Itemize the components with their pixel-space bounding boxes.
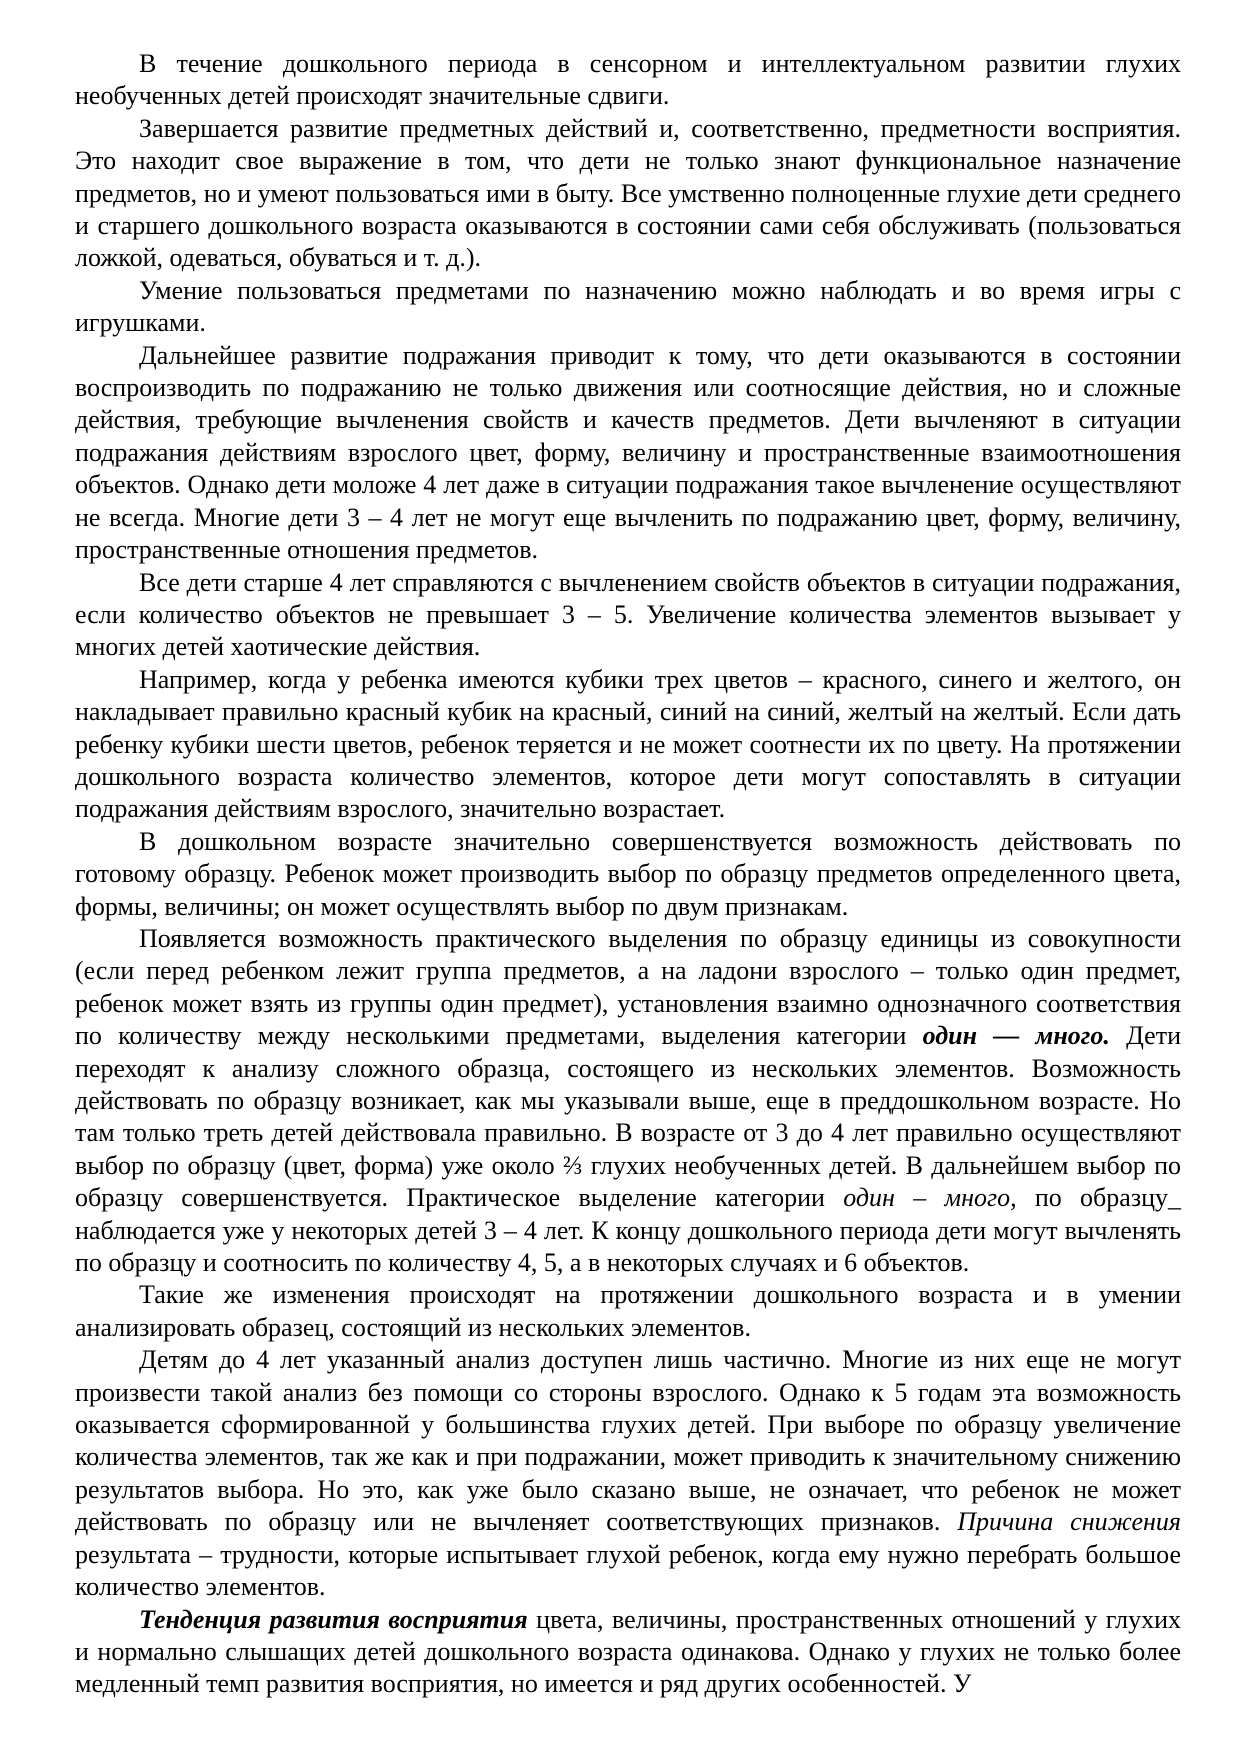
text-run: Такие же изменения происходят на протяжении дошкольного возраста и в умении анализировать образец, состоящий из нескольких элементов.: [75, 1280, 1181, 1342]
text-run: В течение дошкольного периода в сенсорном и интеллектуальном развитии глухих необученных детей происходят значительные сдвиги.: [75, 49, 1181, 111]
paragraph: [75, 1604, 1181, 1701]
paragraph: [75, 340, 1181, 567]
text-run: Дети переходят к анализу сложного образца, состоящего из нескольких элементов. Возможность действовать по образцу возникает, как мы указывали выше, еще в преддошкольном возрасте. Но там только треть детей действовала правильно. В возрасте от 3 до 4 лет правильно осуществляют выбор по образцу (цвет, форма) уже около ⅔ глухих необученных детей. В дальнейшем выбор по образцу совершенствуется. Практическое выделение категории: [75, 1021, 1181, 1213]
paragraph: [75, 923, 1181, 1279]
text-run: Завершается развитие предметных действий и, соответственно, предметности восприятия. Это находит свое выражение в том, что дети не только знают функциональное назначение предметов, но и умеют пользоваться ими в быту. Все умственно полноценные глухие дети среднего и старшего дошкольного возраста оказываются в состоянии сами себя обслуживать (пользоваться ложкой, одеваться, обуваться и т. д.).: [75, 113, 1181, 273]
text-run: результата – трудности, которые испытывает глухой ребенок, когда ему нужно перебрать большое количество элементов.: [75, 1539, 1181, 1602]
paragraph: [75, 48, 1181, 113]
text-run: Все дети старше 4 лет справляются с вычленением свойств объектов в ситуации подражания, если количество объектов не превышает 3 – 5. Увеличение количества элементов вызывает у многих детей хаотические действия.: [75, 567, 1181, 662]
paragraph: [75, 664, 1181, 826]
paragraph: [75, 275, 1181, 340]
emphasis-run: один — много.: [922, 1021, 1110, 1051]
text-run: Умение пользоваться предметами по назначению можно наблюдать и во время игры с игрушками.: [75, 275, 1181, 338]
document-body: [75, 48, 1181, 1701]
emphasis-run: Тенденция развития восприятия: [139, 1604, 528, 1634]
text-run: Появляется возможность практического выделения по образцу единицы из совокупности (если перед ребенком лежит группа предметов, а на ладони взрослого – только один предмет, ребенок может взять из группы один предмет), установления взаимно однозначного соответствия по количеству между несколькими предметами, выделения категории: [75, 923, 1181, 1051]
paragraph: [75, 1344, 1181, 1603]
paragraph: [75, 826, 1181, 923]
text-run: цвета, величины, пространственных отношений у глухих и нормально слышащих детей дошкольного возраста одинакова. Однако у глухих не только более медленный темп развития восприятия, но имеется и ряд других особенностей. У: [75, 1604, 1182, 1699]
paragraph: [75, 113, 1181, 275]
text-run: Детям до 4 лет указанный анализ доступен лишь частично. Многие из них еще не могут произвести такой анализ без помощи со стороны взрослого. Однако к 5 годам эта возможность оказывается сформированной у большинства глухих детей. При выборе по образцу увеличение количества элементов, так же как и при подражании, может приводить к значительному снижению результатов выбора. Но это, как уже было сказано выше, не означает, что ребенок не может действовать по образцу или не вычленяет соответствующих признаков.: [75, 1345, 1181, 1537]
emphasis-run: один – много,: [843, 1183, 1017, 1213]
text-run: Дальнейшее развитие подражания приводит к тому, что дети оказываются в состоянии воспроизводить по подражанию не только движения или соотносящие действия, но и сложные действия, требующие вычленения свойств и качеств предметов. Дети вычленяют в ситуации подражания действиям взрослого цвет, форму, величину и пространственные взаимоотношения объектов. Однако дети моложе 4 лет даже в ситуации подражания такое вычленение осуществляют не всегда. Многие дети 3 – 4 лет не могут еще вычленить по подражанию цвет, форму, величину, пространственные отношения предметов.: [75, 340, 1181, 565]
text-run: по образцу_ наблюдается уже у некоторых детей 3 – 4 лет. К концу дошкольного периода дети могут вычленять по образцу и соотносить по количеству 4, 5, а в некоторых случаях и 6 объектов.: [75, 1183, 1182, 1278]
paragraph: [75, 1279, 1181, 1344]
text-run: В дошкольном возрасте значительно совершенствуется возможность действовать по готовому образцу. Ребенок может производить выбор по образцу предметов определенного цвета, формы, величины; он может осуществлять выбор по двум признакам.: [75, 826, 1181, 921]
emphasis-run: Причина снижения: [957, 1507, 1181, 1537]
text-run: Например, когда у ребенка имеются кубики трех цветов – красного, синего и желтого, он накладывает правильно красный кубик на красный, синий на синий, желтый на желтый. Если дать ребенку кубики шести цветов, ребенок теряется и не может соотнести их по цвету. На протяжении дошкольного возраста количество элементов, которое дети могут сопоставлять в ситуации подражания действиям взрослого, значительно возрастает.: [75, 664, 1181, 824]
paragraph: [75, 567, 1181, 664]
